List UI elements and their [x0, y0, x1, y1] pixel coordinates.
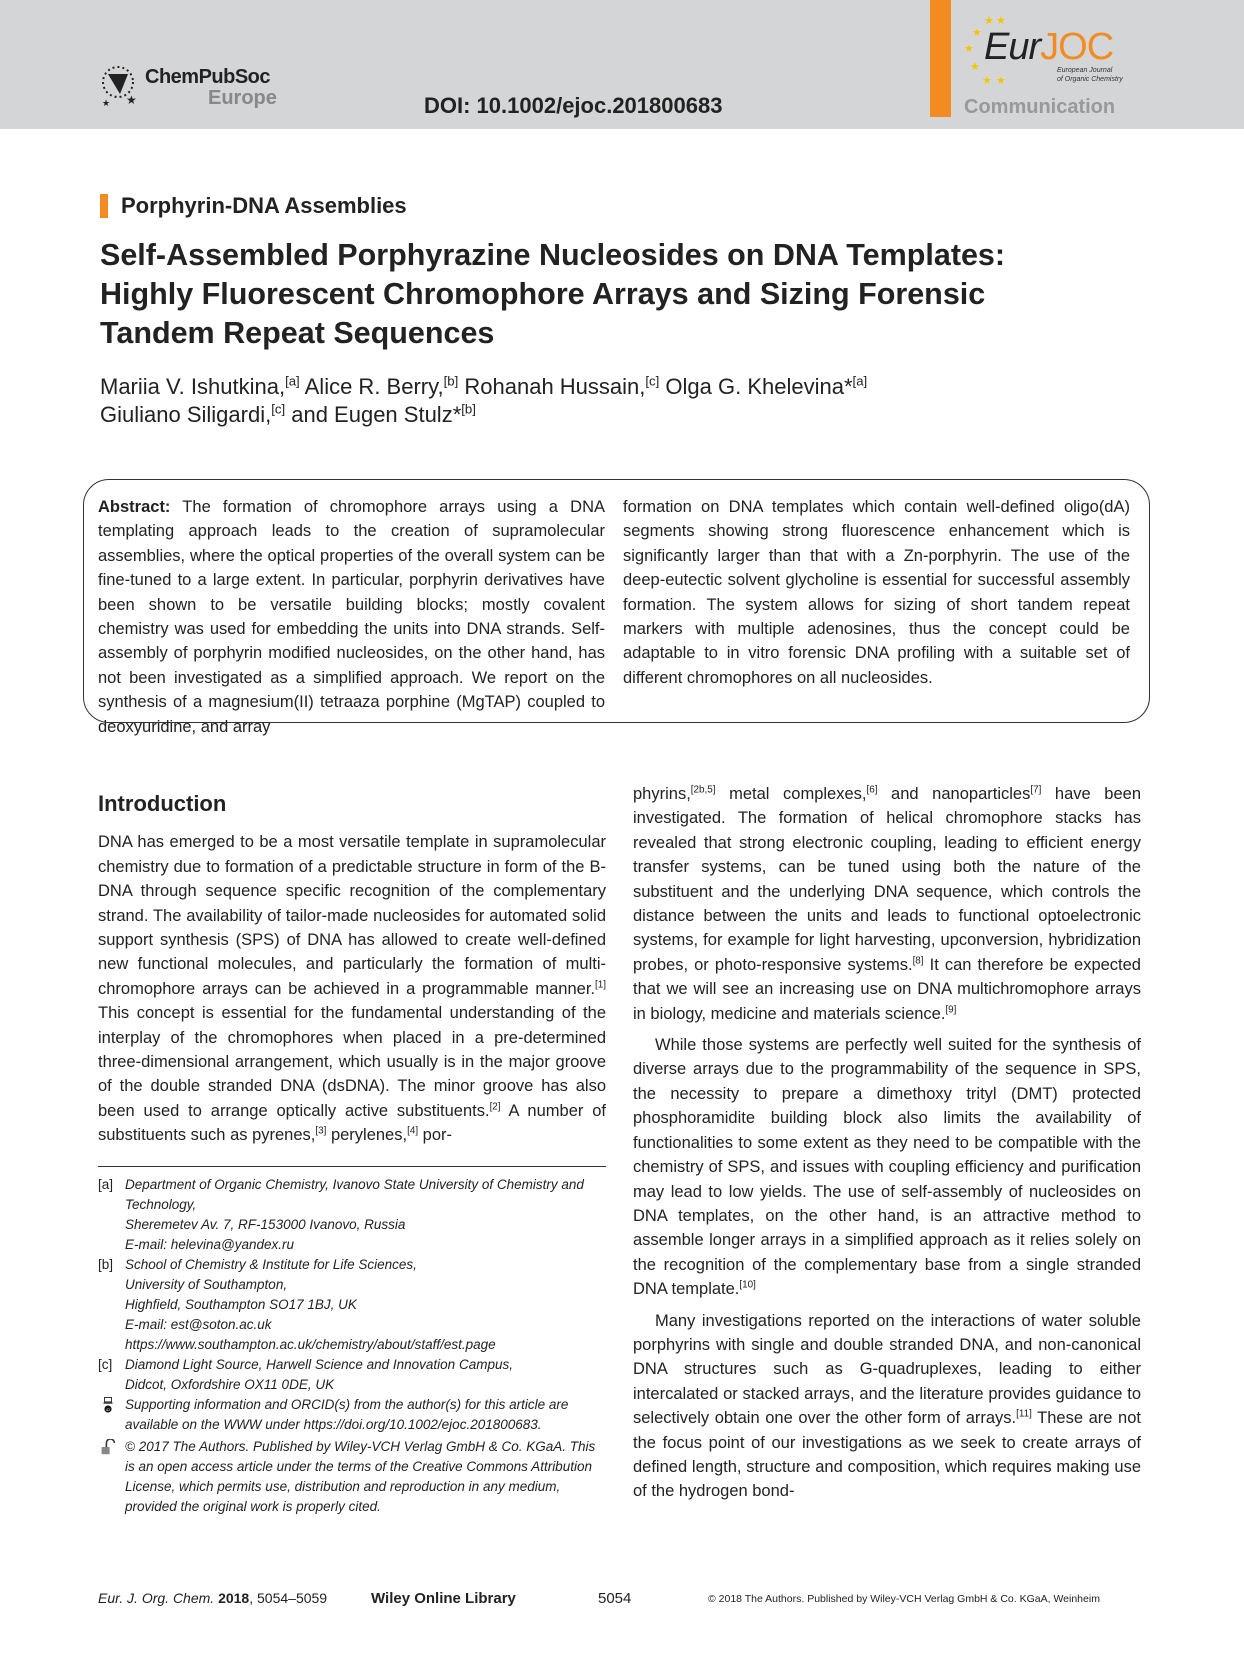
affiliation-footnote	[98, 1255, 606, 1355]
svg-text:★: ★	[102, 98, 111, 108]
footnote-divider	[98, 1166, 606, 1167]
reference-superscript: [a]	[285, 373, 300, 389]
footnote-line: School of Chemistry & Institute for Life Sciences,	[125, 1256, 417, 1272]
text-run: phyrins,	[633, 785, 691, 803]
reference-superscript: [b]	[443, 373, 459, 389]
svg-text:★: ★	[964, 43, 974, 55]
page-number: 5054	[598, 1590, 632, 1607]
article-type: Communication	[964, 96, 1116, 118]
computer-icon	[98, 1397, 118, 1413]
doi: DOI: 10.1002/ejoc.201800683	[424, 93, 723, 118]
paragraph	[98, 830, 606, 1147]
publisher-name: ChemPubSoc	[145, 66, 271, 88]
text-run: por-	[418, 1126, 452, 1145]
footnote-line[interactable]: https://www.southampton.ac.uk/chemistry/about/staff/est.page	[125, 1336, 496, 1352]
wiley-online-library-link[interactable]: Wiley Online Library	[371, 1590, 516, 1607]
svg-text:★: ★	[126, 93, 137, 107]
abstract-right: formation on DNA templates which contain well-defined oligo(dA) segments showing strong fluorescence enhancement which is significantly larger than that with a Zn-porphyrin. The use of the deep-eutectic solvent glycholine is essential for successful assembly formation. The system allows for sizing of short tandem repeat markers with multiple adenosines, thus the concept could be adaptable to in vitro forensic DNA profiling with a suitable set of different chromophores on all nucleosides.	[623, 498, 1130, 687]
text-run: Many investigations reported on the interactions of water soluble porphyrins with single and double stranded DNA, and non-canonical DNA structures such as G-quadruplexes, leading to either intercalated or stacked arrays, and the literature provides guidance to selectively obtain one over the other form of arrays.	[633, 1311, 1141, 1428]
reference-superscript: [c]	[271, 401, 286, 417]
text-run: metal complexes,	[715, 785, 867, 803]
footnote-label: [a]	[98, 1176, 114, 1192]
affiliation-footnote	[98, 1355, 606, 1395]
footnote-line[interactable]: E-mail: est@soton.ac.uk	[125, 1316, 272, 1332]
license-note: © 2017 The Authors. Published by Wiley-VCH Verlag GmbH & Co. KGaA. This is an open access article under the terms of the Creative Commons Attribution License, which permits use, distribution and reproduction in any medium, provided the original work is properly cited.	[98, 1437, 606, 1517]
footnote-label: [c]	[98, 1356, 113, 1372]
svg-text:★: ★	[982, 75, 992, 87]
copyright-footer: © 2018 The Authors. Published by Wiley-VCH Verlag GmbH & Co. KGaA, Weinheim	[708, 1593, 1100, 1605]
reference-superscript: [2]	[489, 1101, 501, 1113]
left-column	[98, 791, 606, 1517]
text-run: It can therefore be expected that we will see an increasing use on DNA multichromophore arrays in biology, medicine and materials science.	[633, 955, 1141, 1023]
eurjoc-logo	[962, 14, 1137, 94]
abstract-box	[83, 479, 1150, 736]
paragraph	[633, 1309, 1141, 1504]
reference-superscript: [4]	[407, 1125, 419, 1137]
svg-text:★: ★	[970, 61, 980, 73]
svg-text:iD: iD	[106, 1406, 111, 1412]
reference-superscript: [6]	[866, 784, 878, 796]
abstract-label: Abstract:	[98, 498, 171, 516]
abstract-left: Abstract: The formation of chromophore arrays using a DNA templating approach leads to the creation of supramolecular assemblies, where the optical properties of the overall system can be fine-tuned to a large extent. In particular, porphyrin derivatives have been shown to be versatile building blocks; mostly covalent chemistry was used for embedding the units into DNA strands. Self-assembly of porphyrin modified nucleosides, on the other hand, has not been investigated as a simplified approach. We report on the synthesis of a magnesium(II) tetraaza porphine (MgTAP) coupled to deoxyuridine, and array	[98, 498, 605, 736]
publisher-sub: Europe	[208, 87, 277, 109]
text-run: While those systems are perfectly well suited for the synthesis of diverse arrays due to the programmability of the sequence in SPS, the necessity to prepare a dimethoxy trityl (DMT) protected phosphoramidite building block also limits the availability of functionalities to some extent as they need to be compatible with the chemistry of SPS, and issues with coupling efficiency and purification may lead to low yields. The use of self-assembly of nucleosides on DNA templates, on the other hand, is an attractive method to assemble longer arrays in a simplified approach as it relies solely on the recognition of the complementary base from a single stranded DNA template.	[633, 1036, 1141, 1299]
footnote-line: Didcot, Oxfordshire OX11 0DE, UK	[125, 1376, 335, 1392]
reference-superscript: [10]	[739, 1279, 756, 1291]
reference-superscript: [7]	[1030, 784, 1042, 796]
footnote-line: Sheremetev Av. 7, RF-153000 Ivanovo, Russia	[125, 1216, 406, 1232]
reference-superscript: [b]	[461, 401, 476, 417]
journal-logo-text: EurJOC	[984, 26, 1114, 68]
introduction-heading: Introduction	[98, 791, 227, 816]
paragraph	[633, 1033, 1141, 1301]
article-title: Self-Assembled Porphyrazine Nucleosides on DNA Templates: Highly Fluorescent Chromophore Arrays and Sizing Forensic Tandem Repeat Sequences	[100, 238, 1006, 350]
right-column	[633, 782, 1141, 1511]
paragraph	[633, 782, 1141, 1026]
reference-superscript: [11]	[1016, 1408, 1032, 1420]
citation-footer: Eur. J. Org. Chem. 2018, 5054–5059	[98, 1590, 328, 1606]
chempubsoc-logo	[98, 60, 288, 115]
journal-header	[0, 0, 1244, 129]
supporting-info-note: iD Supporting information and ORCID(s) from the author(s) for this article are available on the WWW under https://doi.org/10.1002/ejoc.201800683.	[98, 1395, 606, 1435]
text-run: and nanoparticles	[877, 785, 1031, 803]
text-run: and Eugen Stulz*	[285, 402, 462, 427]
accent-bar	[930, 0, 951, 117]
footnote-line: Highfield, Southampton SO17 1BJ, UK	[125, 1296, 357, 1312]
svg-text:★: ★	[972, 27, 982, 39]
chempubsoc-star-icon	[98, 60, 140, 110]
svg-text:★: ★	[996, 15, 1006, 27]
text-run: perylenes,	[326, 1126, 408, 1145]
affiliation-footnote	[98, 1175, 606, 1255]
svg-text:★: ★	[984, 15, 994, 27]
text-run: Olga G. Khelevina*	[659, 374, 853, 399]
text-run: Alice R. Berry,	[299, 374, 444, 399]
reference-superscript: [9]	[945, 1004, 957, 1016]
reference-superscript: [3]	[315, 1125, 327, 1137]
reference-superscript: [2b,5]	[690, 784, 716, 796]
reference-superscript: [a]	[852, 373, 868, 389]
text-run: Mariia V. Ishutkina,	[100, 374, 286, 399]
section-tag: Porphyrin-DNA Assemblies	[101, 193, 407, 219]
reference-superscript: [c]	[645, 373, 660, 389]
svg-text:★: ★	[996, 75, 1006, 87]
text-run: have been investigated. The formation of helical chromophore stacks has revealed that strong electronic coupling, leading to efficient energy transfer systems, can be tuned using both the nature of the substituent and the underlying DNA sequence, which controls the distance between the units and leads to functional optoelectronic systems, for example for light harvesting, upconversion, hybridization probes, or photo-responsive systems.	[633, 785, 1141, 974]
reference-superscript: [1]	[595, 979, 606, 991]
open-access-icon	[98, 1439, 118, 1455]
text-run: Giuliano Siligardi,	[100, 402, 272, 427]
text-run: This concept is essential for the fundamental understanding of the interplay of the chromophores when placed in a pre-determined three-dimensional arrangement, which usually is in the major groove of the double stranded DNA (dsDNA). The minor groove has also been used to arrange optically active substituents.	[98, 1004, 606, 1120]
author-list	[100, 373, 1100, 429]
reference-superscript: [8]	[912, 955, 924, 967]
footnote-line: University of Southampton,	[125, 1276, 288, 1292]
text-run: DNA has emerged to be a most versatile template in supramolecular chemistry due to formation of a predictable structure in form of the B-DNA through sequence specific recognition of the complementary strand. The availability of tailor-made nucleosides for automated solid support synthesis (SPS) of DNA has allowed to create well-defined new functional molecules, and particularly the formation of multi-chromophore arrays can be achieved in a programmable manner.	[98, 833, 606, 998]
footnote-label: [b]	[98, 1256, 114, 1272]
footnote-line: Department of Organic Chemistry, Ivanovo State University of Chemistry and Technology,	[125, 1176, 584, 1212]
footnote-line: Diamond Light Source, Harwell Science and Innovation Campus,	[125, 1356, 513, 1372]
footnote-line[interactable]: E-mail: helevina@yandex.ru	[125, 1236, 295, 1252]
text-run: A number of substituents such as pyrenes,	[98, 1101, 606, 1145]
text-run: These are not the focus point of our investigations as we seek to create arrays of defined length, structure and composition, which requires making use of the hydrogen bond-	[633, 1409, 1141, 1501]
text-run: Rohanah Hussain,	[458, 374, 646, 399]
journal-full-name: European Journal of Organic Chemistry	[1057, 67, 1123, 83]
